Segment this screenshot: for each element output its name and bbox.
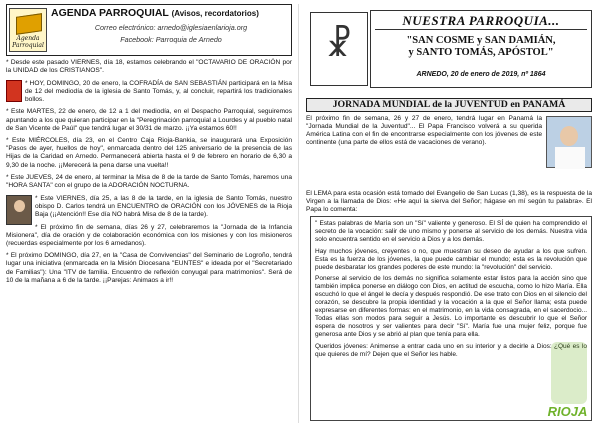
- agenda-item: * El próximo DOMINGO, día 27, en la "Casa de Convivencias" del Seminario de Logroño, tendrá lugar una iniciativa (enmarcada en la Misión Diocesana "EUNTES" e ideada por el "Secretariado de Familias"): Una "ITV de familia. Encuentro de reflexión conyugal para matrimonios". Será de 10 de la mañana a 6 de la tarde. ¡¡Parejas: Animaos a ir!!: [6, 252, 292, 284]
- rioja-logo: [543, 342, 592, 423]
- agenda-item-text: * Este VIERNES, día 25, a las 8 de la tarde, en la iglesia de Santo Tomás, nuestro obispo D. Carlos tendrá un ENCUENTRO de ORACIÓN con los JÓVENES de la Rioja Baja (¡¡Atención!! Ese día NO habrá Misa de 8 de la tarde).: [35, 194, 292, 218]
- agenda-logo: [9, 8, 47, 52]
- agenda-item: * Desde este pasado VIERNES, día 18, estamos celebrando el "OCTAVARIO DE ORACIÓN por la UNIDAD de los CRISTIANOS".: [6, 59, 292, 75]
- quote-paragraph: Ponerse al servicio de los demás no significa solamente estar listos para la acción sino que también implica ponerse en diálogo con Dios, en actitud de escucha, como lo hizo María. Ella escuchó lo que el ángel le decía y después respondió. De ese trato con Dios en el silencio del corazón, se descubre la propia identidad y la vocación a la que el Señor llama; esta puede expresarse en diferentes formas: en el matrimonio, en la vida consagrada, en el sacerdocio... Todas ellas son modos para seguir a Jesús. Lo importante es descubrir lo que el Señor espera de nosotros y ser valientes para decir "Sí". María fue una mujer feliz, porque fue generosa ante Dios y se abrió al plan que tenía para ella.: [315, 275, 587, 338]
- agenda-logo-label: Agenda Parroquial: [12, 35, 44, 49]
- facebook-line[interactable]: Facebook: Parroquia de Arnedo: [120, 35, 222, 44]
- saints-line-1: "SAN COSME y SAN DAMIÁN,: [406, 35, 556, 46]
- intro-paragraph: El próximo fin de semana, 26 y 27 de enero, tendrá lugar en Panamá la "Jornada Mundial de la Juventud"... El Papa Francisco volverá a su querida América Latina con el fin de encontrarse especialmente con los jóvenes de este continente (una parte de ellos está de vacaciones de verano).: [306, 115, 542, 147]
- quote-paragraph: Queridos jóvenes: Animense a entrar cada uno en su interior y a decirle a Dios: ¿Qué es lo que quieres de mí? Dejen que el Señor les hable.: [315, 342, 587, 358]
- rioja-mark-icon: [551, 342, 587, 404]
- agenda-item: * Este JUEVES, 24 de enero, al terminar la Misa de 8 de la tarde de Santo Tomás, haremos una "HORA SANTA" con el grupo de la ADORACIÓN NOCTURNA.: [6, 174, 292, 190]
- agenda-title-suffix: (Avisos, recordatorios): [171, 9, 259, 18]
- agenda-item-cofradia: [6, 80, 292, 104]
- lema-paragraph: El LEMA para esta ocasión está tomado del Evangelio de San Lucas (1,38), es la respuesta de la Virgen a la llamada de Dios: «He aquí la sierva del Señor; hágase en mí según tu palabra». El Papa lo comenta:: [306, 190, 592, 214]
- agenda-title: [51, 7, 291, 19]
- chi-rho-icon: ☧: [325, 25, 353, 65]
- agenda-item: * El próximo fin de semana, días 26 y 27, celebraremos la "Jornada de la Infancia Misionera", día de oración y de colaboración económica con los misiones y con los misioneros (recuerdas especialmente por los 6 arnedanos).: [6, 223, 292, 247]
- issue-date: ARNEDO, 20 de enero de 2019, nº 1864: [416, 71, 546, 78]
- saints-line-2: y SANTO TOMÁS, APÓSTOL": [408, 47, 554, 58]
- quote-paragraph: Hay muchos jóvenes, creyentes o no, que muestran su deseo de ayudar a los que sufren. Esta es la fuerza de los jóvenes, la que puede cambiar el mundo; esta es la revolución que puede desbaratar los grandes poderes de este mundo: la "revolución" del servicio.: [315, 247, 587, 271]
- agenda-item: * Este MARTES, 22 de enero, de 12 a 1 del mediodía, en el Despacho Parroquial, seguiremos apuntando a los que quieran participar en la "Peregrinación parroquial a Lourdes y al pueblo natal de San Vicente de Paúl" que tendrá lugar el 30/31 de marzo. ¡¡Ya estamos 60!!: [6, 108, 292, 132]
- chi-rho-logo: [310, 12, 368, 86]
- bishop-photo: [6, 195, 32, 225]
- agenda-items: [6, 59, 292, 289]
- parish-header: [306, 4, 592, 94]
- email-line[interactable]: Correo electrónico: arnedo@iglesiaenlarioja.org: [94, 23, 248, 32]
- page-divider: [298, 4, 299, 423]
- quote-paragraph: " Estas palabras de María son un "Sí" valiente y generoso. El SÍ de quien ha comprendido el secreto de la vocación: salir de uno mismo y ponerse al servicio de los demás. Nuestra vida solo encuentra sentido en el servicio a Dios y a los demás.: [315, 220, 587, 243]
- saints-names: [371, 35, 591, 59]
- right-page: [306, 4, 592, 423]
- title-rule: [375, 29, 587, 30]
- agenda-header: [6, 4, 292, 56]
- section-title: JORNADA MUNDIAL de la JUVENTUD en PANAMÁ: [306, 98, 592, 112]
- agenda-item: * Este MIÉRCOLES, día 23, en el Centro Caja Rioja-Bankia, se inaugurará una Exposición "Pasos de ayer, huellos de hoy", enmarcada dentro del 125 aniversario de la presencia de las Hijas de la Caridad en Arnedo. Permanecerá abierta hasta el 9 de febrero en horario de 6,30 a 9,30 de la noche. ¡¡Merecerá la pena darse una vuelta!!: [6, 137, 292, 169]
- rioja-word: RIOJA: [547, 404, 588, 419]
- left-page: [6, 4, 292, 423]
- heart-icon: [6, 80, 22, 102]
- agenda-item-text: * HOY, DOMINGO, 20 de enero, la COFRADÍA de SAN SEBASTIÁN participará en la Misa de 12 del mediodía de la iglesia de Santo Tomás, y, al concluir, repartirá los tradicionales bollos.: [25, 79, 292, 103]
- pope-photo: [546, 116, 592, 168]
- agenda-item-obispo: [6, 195, 292, 219]
- agenda-title-main: AGENDA PARROQUIAL: [51, 7, 169, 19]
- parish-title-box: [370, 10, 592, 88]
- parish-title: NUESTRA PARROQUIA...: [402, 13, 560, 28]
- book-icon: [16, 13, 42, 35]
